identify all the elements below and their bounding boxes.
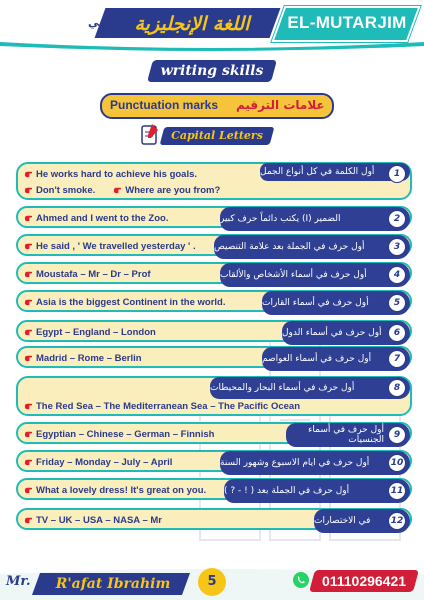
pointing-hand-icon: [24, 429, 33, 438]
rule-description: في الاختصارات: [314, 509, 410, 533]
rule-description: أول حرف في الجملة بعد علامة التنصيص: [214, 235, 410, 259]
rule-row: [16, 290, 412, 312]
example-text: Friday – Monday – July – April: [36, 457, 173, 468]
rule-number: 12: [388, 512, 406, 530]
pointing-hand-icon: [24, 241, 33, 250]
brand-title: EL-MUTARJIM: [287, 13, 407, 32]
rule-row: [16, 508, 412, 530]
pointing-hand-icon: [24, 457, 33, 466]
rule-row: [16, 234, 412, 256]
example-text: He works hard to achieve his goals.: [36, 169, 198, 180]
pointing-hand-icon: [24, 327, 33, 336]
rule-description: أول حرف في أسماء الجنسيات: [286, 423, 410, 447]
rule-number: 3: [388, 238, 406, 256]
example-sentence: [24, 352, 142, 364]
teacher-prefix: Mr.: [6, 574, 31, 589]
rule-description: أول حرف في أسماء القارات: [262, 291, 410, 315]
pointing-hand-icon: [113, 185, 122, 194]
rule-number: 4: [388, 266, 406, 284]
example-text: He said , ' We travelled yesterday ' .: [36, 241, 196, 252]
rule-description: الضمير (I) يكتب دائماً حرف كبير: [220, 207, 410, 231]
writing-skills-title: writing skills: [160, 63, 264, 79]
example-sentence: [24, 456, 172, 468]
rule-description: أول حرف في أسماء الدول: [282, 321, 410, 345]
rule-row: [16, 162, 412, 200]
pointing-hand-icon: [24, 353, 33, 362]
example-text: Don't smoke.: [36, 185, 96, 196]
rule-row: [16, 262, 412, 284]
example-sentence: [24, 326, 156, 338]
rule-number: 10: [388, 454, 406, 472]
header-swoosh: [0, 40, 424, 54]
example-sentence: [24, 484, 206, 496]
pointing-hand-icon: [24, 213, 33, 222]
example-sentence: [24, 268, 151, 280]
rule-number: 1: [388, 165, 406, 183]
pointing-hand-icon: [24, 401, 33, 410]
rule-row: [16, 320, 412, 342]
pointing-hand-icon: [24, 185, 33, 194]
rule-number: 2: [388, 210, 406, 228]
rule-description: أول حرف في ايام الاسبوع وشهور السنة: [220, 451, 410, 475]
rule-description: أول حرف في أسماء الأشخاص والألقاب: [220, 263, 410, 287]
rule-description: أول حرف في أسماء البحار والمحيطات: [210, 377, 410, 399]
punctuation-title-ar: علامات الترقيم: [236, 98, 325, 112]
example-text: Egypt – England – London: [36, 327, 156, 338]
rule-row: [16, 206, 412, 228]
example-sentence: [24, 400, 300, 412]
example-text: TV – UK – USA – NASA – Mr: [36, 515, 162, 526]
rule-number: 8: [388, 379, 406, 397]
subject-title: اللغة الإنجليزية: [134, 13, 250, 35]
rule-description: أول حرف في أسماء العواصم: [262, 347, 410, 371]
example-sentence: [24, 184, 220, 196]
example-sentence: [24, 212, 168, 224]
example-sentence: [24, 296, 225, 308]
rule-number: 9: [388, 426, 406, 444]
rule-row: [16, 376, 412, 416]
example-sentence: [24, 168, 197, 180]
pointing-hand-icon: [24, 515, 33, 524]
rule-row: [16, 478, 412, 500]
example-text: Madrid – Rome – Berlin: [36, 353, 142, 364]
rule-number: 7: [388, 350, 406, 368]
capital-letters-title: Capital Letters: [171, 129, 263, 142]
rule-number: 11: [388, 482, 406, 500]
example-sentence: [24, 428, 214, 440]
example-sentence: [24, 514, 162, 526]
pointing-hand-icon: [24, 269, 33, 278]
example-text: What a lovely dress! It's great on you.: [36, 485, 207, 496]
rule-row: [16, 346, 412, 368]
example-text: Ahmed and I went to the Zoo.: [36, 213, 169, 224]
example-text: Asia is the biggest Continent in the world.: [36, 297, 226, 308]
rule-description: أول الكلمة في كل أنواع الجمل: [260, 163, 410, 181]
example-text: Egyptian – Chinese – German – Finnish: [36, 429, 215, 440]
rule-number: 5: [388, 294, 406, 312]
example-text: The Red Sea – The Mediterranean Sea – The Pacific Ocean: [36, 401, 300, 412]
example-sentence: [24, 240, 196, 252]
pointing-hand-icon: [24, 169, 33, 178]
whatsapp-icon: [292, 571, 310, 589]
pointing-hand-icon: [24, 297, 33, 306]
rule-description: أول حرف في الجملة بعد ( ! - ? ): [224, 479, 410, 503]
rule-row: [16, 450, 412, 472]
teacher-name: R'afat Ibrahim: [55, 576, 171, 592]
subject-prefix: في: [88, 16, 107, 29]
rule-row: [16, 422, 412, 444]
pointing-hand-icon: [24, 485, 33, 494]
example-text: Moustafa – Mr – Dr – Prof: [36, 269, 151, 280]
example-text: Where are you from?: [125, 185, 221, 196]
page-number: 5: [198, 568, 226, 596]
phone-number: 01110296421: [321, 573, 407, 589]
notepad-icon: [140, 122, 160, 146]
punctuation-title-en: Punctuation marks: [110, 98, 219, 112]
rule-number: 6: [388, 324, 406, 342]
